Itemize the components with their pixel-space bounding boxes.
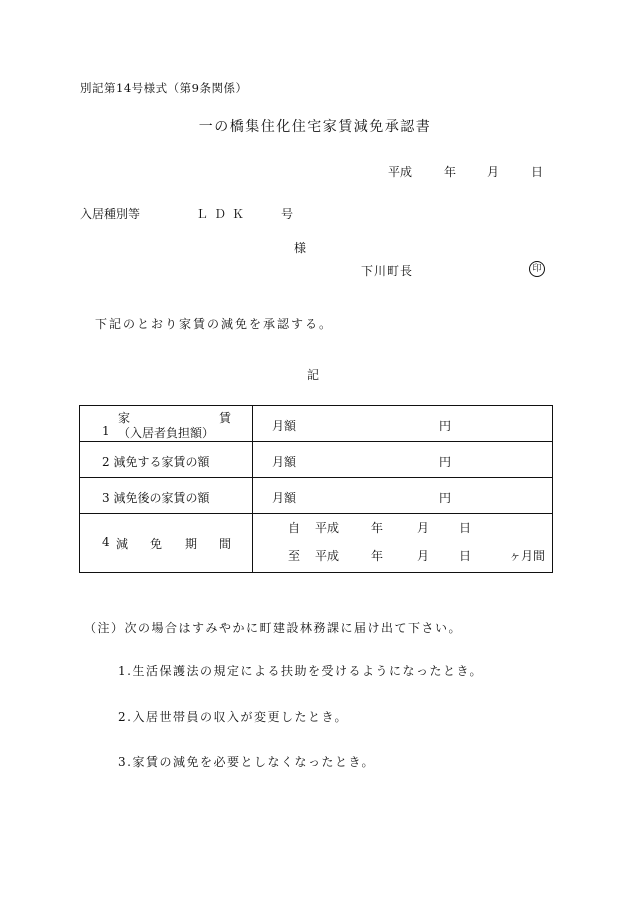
period-to-day: 日 bbox=[459, 549, 472, 563]
row2-label: 2 減免する家賃の額 bbox=[102, 455, 210, 469]
row1-label-cell bbox=[80, 406, 253, 442]
row1-yen-unit: 円 bbox=[439, 419, 452, 433]
note-item-2: 2.入居世帯員の収入が変更したとき。 bbox=[118, 710, 348, 724]
form-number-label: 別記第14号様式（第9条関係） bbox=[80, 81, 248, 95]
period-to-label: 至 bbox=[288, 549, 301, 563]
period-from-year: 年 bbox=[371, 521, 384, 535]
approval-statement: 下記のとおり家賃の減免を承認する。 bbox=[95, 317, 334, 331]
row2-amount-cell bbox=[253, 442, 553, 478]
period-from-era: 平成 bbox=[315, 521, 340, 535]
room-number-suffix: 号 bbox=[281, 207, 294, 221]
row3-yen-unit: 円 bbox=[439, 491, 452, 505]
notes-intro: （注）次の場合はすみやかに町建設林務課に届け出て下さい。 bbox=[84, 621, 463, 635]
row1-label-rent-right: 賃 bbox=[219, 411, 232, 425]
issuer-name: 下川町長 bbox=[361, 264, 414, 278]
table-row bbox=[80, 478, 553, 514]
table-row bbox=[80, 514, 553, 573]
row4-number: 4 bbox=[102, 535, 110, 549]
row4-label-char-3: 期 bbox=[185, 537, 198, 551]
period-from-month: 月 bbox=[417, 521, 430, 535]
rent-reduction-table bbox=[79, 405, 553, 573]
row4-label-char-2: 免 bbox=[150, 537, 163, 551]
period-from-label: 自 bbox=[288, 521, 301, 535]
period-to-year: 年 bbox=[371, 549, 384, 563]
row1-number: 1 bbox=[102, 424, 110, 438]
date-year: 年 bbox=[444, 165, 457, 179]
row4-period-cell bbox=[253, 514, 553, 573]
row2-monthly-label: 月額 bbox=[272, 455, 297, 469]
room-layout-type: ＬＤＫ bbox=[196, 207, 251, 221]
recipient-honorific: 様 bbox=[294, 241, 307, 255]
period-from-day: 日 bbox=[459, 521, 472, 535]
row1-monthly-label: 月額 bbox=[272, 419, 297, 433]
period-months-unit: ヶ月間 bbox=[509, 549, 546, 563]
row1-amount-cell bbox=[253, 406, 553, 442]
table-row bbox=[80, 406, 553, 442]
row3-monthly-label: 月額 bbox=[272, 491, 297, 505]
row3-label-cell bbox=[80, 478, 253, 514]
ki-heading: 記 bbox=[307, 368, 320, 382]
row2-label-cell bbox=[80, 442, 253, 478]
row4-label-cell bbox=[80, 514, 253, 573]
date-month: 月 bbox=[487, 165, 500, 179]
period-to-era: 平成 bbox=[315, 549, 340, 563]
note-item-1: 1.生活保護法の規定による扶助を受けるようになったとき。 bbox=[118, 664, 483, 678]
row4-label-char-1: 減 bbox=[116, 537, 129, 551]
row1-label-rent-left: 家 bbox=[118, 411, 131, 425]
row1-label-sub: （入居者負担額） bbox=[118, 426, 215, 440]
row3-amount-cell bbox=[253, 478, 553, 514]
document-title: 一の橋集住化住宅家賃減免承認書 bbox=[198, 119, 432, 135]
table-row bbox=[80, 442, 553, 478]
room-type-label: 入居種別等 bbox=[80, 207, 141, 221]
row2-yen-unit: 円 bbox=[439, 455, 452, 469]
date-day: 日 bbox=[531, 165, 544, 179]
period-to-month: 月 bbox=[417, 549, 430, 563]
row4-label-char-4: 間 bbox=[219, 537, 232, 551]
date-era: 平成 bbox=[388, 165, 413, 179]
row3-label: 3 減免後の家賃の額 bbox=[102, 491, 210, 505]
note-item-3: 3.家賃の減免を必要としなくなったとき。 bbox=[118, 755, 375, 769]
seal-mark-icon: 印 bbox=[529, 261, 545, 277]
